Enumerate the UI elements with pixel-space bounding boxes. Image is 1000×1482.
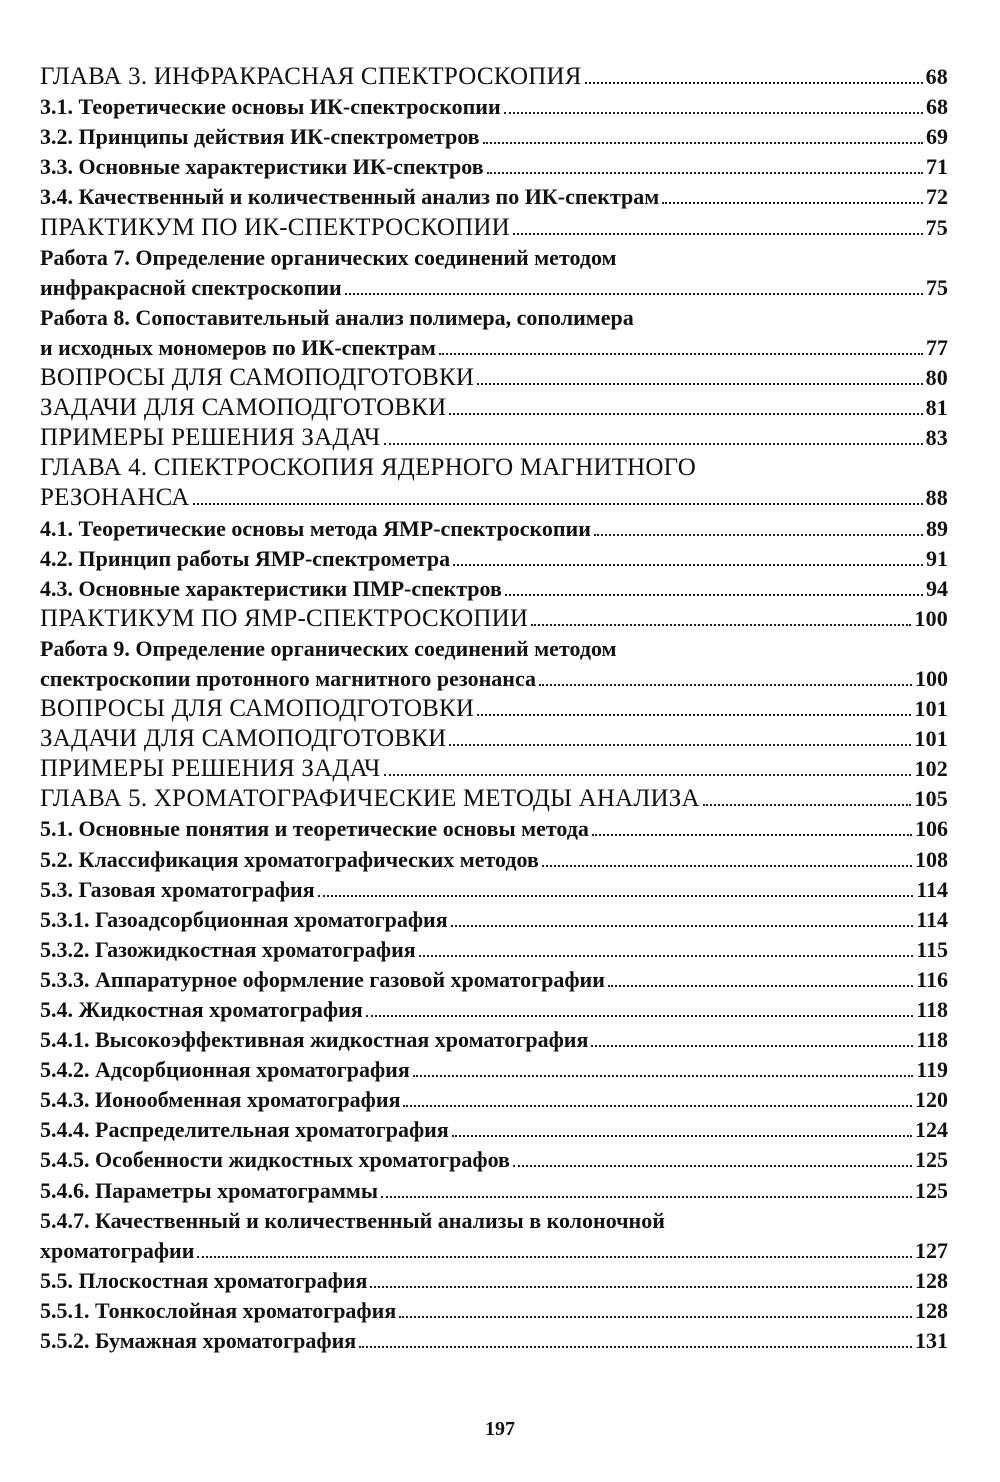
dot-leader [703,804,912,806]
toc-entry-page: 101 [914,726,948,752]
toc-entry [40,273,948,303]
toc-entry-title: и исходных мономеров по ИК-спектрам [40,334,436,360]
toc-entry-title: ГЛАВА 5. ХРОМАТОГРАФИЧЕСКИЕ МЕТОДЫ АНАЛИЗА [40,785,700,813]
dot-leader [381,1196,912,1198]
toc-entry-title: 5.4.3. Ионообменная хроматография [40,1087,401,1113]
toc-entry-page: 127 [915,1237,948,1263]
toc-entry-page: 105 [914,786,948,812]
toc-entry-title: ПРИМЕРЫ РЕШЕНИЯ ЗАДАЧ [40,424,381,452]
toc-entry-title: ЗАДАЧИ ДЛЯ САМОПОДГОТОВКИ [40,394,447,422]
dot-leader [193,503,923,505]
dot-leader [662,202,923,204]
toc-entry-page: 114 [916,876,948,902]
toc-entry-title: 5.3. Газовая хроматография [40,876,315,902]
toc-entry-title: 5.4. Жидкостная хроматография [40,997,363,1022]
toc-entry [40,1145,948,1175]
toc-entry-title: хроматографии [40,1237,195,1263]
toc-entry [40,152,948,182]
toc-entry [40,333,948,363]
dot-leader [419,955,914,957]
dot-leader [591,1045,913,1047]
toc-entry-title: 5.4.6. Параметры хроматограммы [40,1177,379,1203]
toc-entry-page: 124 [915,1117,948,1143]
toc-entry [40,513,948,543]
toc-entry-page: 125 [915,1177,948,1203]
dot-leader [345,293,923,295]
toc-entry-title: 3.1. Теоретические основы ИК-спектроскопии [40,94,501,120]
dot-leader [452,1135,912,1137]
toc-entry [40,393,948,423]
toc-entry [40,844,948,874]
dot-leader [594,534,923,536]
dot-leader [542,865,912,867]
toc-entry [40,1266,948,1296]
toc-entry [40,1236,948,1266]
dot-leader [531,624,911,626]
dot-leader [451,925,914,927]
toc-entry-title: ВОПРОСЫ ДЛЯ САМОПОДГОТОВКИ [40,695,475,723]
dot-leader [359,1346,912,1348]
toc-entry [40,363,948,393]
page-number: 197 [485,1418,515,1440]
toc-entry-title: 5.3.2. Газожидкостная хроматография [40,936,416,962]
toc-entry [40,1206,948,1236]
toc-entry [40,875,948,905]
toc-entry-title: ПРАКТИКУМ ПО ЯМР-СПЕКТРОСКОПИИ [40,604,529,632]
dot-leader [539,684,912,686]
toc-entry [40,1085,948,1115]
dot-leader [483,142,923,144]
toc-entry-page: 71 [926,154,948,180]
toc-entry [40,1175,948,1205]
toc-entry [40,122,948,152]
table-of-contents [40,62,948,1356]
dot-leader [399,1316,912,1318]
toc-entry-page: 75 [925,214,948,240]
dot-leader [592,834,912,836]
toc-entry-title: 5.4.5. Особенности жидкостных хроматографов [40,1147,510,1173]
toc-entry [40,243,948,273]
dot-leader [449,413,922,415]
toc-entry-title: 5.3.1. Газоадсорбционная хроматография [40,906,448,932]
toc-entry-title: 5.4.1. Высокоэффективная жидкостная хроматография [40,1027,589,1053]
dot-leader [513,1165,912,1167]
dot-leader [413,1075,913,1077]
toc-entry-page: 115 [916,936,948,962]
toc-entry-page: 75 [926,274,948,300]
toc-entry-title: 3.3. Основные характеристики ИК-спектров [40,154,484,180]
toc-entry [40,212,948,242]
toc-entry-page: 118 [916,1027,948,1053]
dot-leader [513,233,923,235]
toc-entry [40,1025,948,1055]
toc-entry-title: 4.2. Принцип работы ЯМР-спектрометра [40,545,451,571]
toc-entry-page: 108 [915,846,948,872]
toc-entry-page: 80 [925,365,948,391]
toc-entry-title: Работа 8. Сопоставительный анализ полимера, сополимера [40,304,634,330]
toc-entry [40,724,948,754]
toc-entry [40,303,948,333]
dot-leader [487,172,923,174]
toc-entry-page: 118 [916,997,948,1022]
toc-entry-title: ПРИМЕРЫ РЕШЕНИЯ ЗАДАЧ [40,755,381,783]
dot-leader [477,714,911,716]
toc-entry-page: 128 [915,1267,948,1293]
dot-leader [366,1015,913,1017]
toc-entry [40,604,948,634]
toc-entry [40,544,948,574]
toc-entry-title: 4.1. Теоретические основы метода ЯМР-спектроскопии [40,515,591,541]
toc-entry-page: 88 [925,485,948,511]
toc-entry-page: 101 [914,696,948,722]
toc-entry-page: 72 [926,184,948,210]
toc-entry [40,182,948,212]
toc-entry-title: 5.1. Основные понятия и теоретические основы метода [40,816,589,842]
toc-entry [40,784,948,814]
toc-entry [40,1115,948,1145]
toc-entry [40,995,948,1025]
toc-entry-page: 125 [915,1147,948,1173]
toc-entry-page: 89 [926,515,948,541]
toc-entry-page: 120 [915,1087,948,1113]
dot-leader [370,1286,912,1288]
toc-entry-page: 106 [915,816,948,842]
toc-entry-page: 81 [925,395,948,421]
toc-entry [40,905,948,935]
toc-entry-title: 5.5.2. Бумажная хроматография [40,1328,357,1354]
dot-leader [384,774,912,776]
toc-entry-title: инфракрасной спектроскопии [40,274,342,300]
toc-entry [40,1296,948,1326]
toc-entry [40,1055,948,1085]
toc-entry-title: спектроскопии протонного магнитного резонанса [40,665,536,691]
toc-entry-page: 77 [926,334,948,360]
toc-entry [40,694,948,724]
toc-entry-page: 68 [925,64,948,90]
toc-entry-title: 5.3.3. Аппаратурное оформление газовой хроматографии [40,966,605,992]
toc-entry-title: 5.4.2. Адсорбционная хроматография [40,1057,410,1083]
toc-entry-page: 83 [925,425,948,451]
toc-entry-page: 94 [926,575,948,601]
toc-entry-title: ПРАКТИКУМ ПО ИК-СПЕКТРОСКОПИИ [40,213,510,241]
toc-entry-page: 128 [915,1297,948,1323]
toc-entry-page: 100 [914,605,948,631]
toc-entry [40,574,948,604]
dot-leader [197,1256,912,1258]
toc-entry-page: 131 [915,1328,948,1354]
toc-entry-page: 119 [916,1057,948,1083]
dot-leader [453,564,923,566]
toc-entry-title: 4.3. Основные характеристики ПМР-спектров [40,575,502,601]
toc-entry-title: 5.5. Плоскостная хроматография [40,1267,368,1293]
toc-entry [40,634,948,664]
toc-entry [40,1326,948,1356]
toc-entry [40,483,948,513]
dot-leader [449,744,911,746]
toc-entry [40,965,948,995]
dot-leader [477,383,922,385]
dot-leader [505,594,923,596]
toc-entry [40,814,948,844]
toc-entry [40,92,948,122]
toc-entry [40,935,948,965]
toc-entry-title: РЕЗОНАНСА [40,484,190,512]
toc-entry-title: 5.5.1. Тонкослойная хроматография [40,1297,397,1323]
toc-entry-page: 91 [926,545,948,571]
dot-leader [384,443,923,445]
toc-entry-page: 100 [915,665,948,691]
toc-entry-title: Работа 9. Определение органических соединений методом [40,635,617,661]
toc-entry-title: 5.4.4. Распределительная хроматография [40,1117,449,1143]
toc-entry-title: 3.4. Качественный и количественный анализ по ИК-спектрам [40,184,660,210]
dot-leader [318,895,914,897]
toc-entry-page: 114 [916,906,948,932]
toc-entry [40,453,948,483]
toc-entry-page: 116 [916,966,948,992]
toc-entry-page: 102 [914,756,948,782]
toc-entry [40,62,948,92]
dot-leader [439,353,923,355]
dot-leader [504,112,923,114]
toc-entry-title: 3.2. Принципы действия ИК-спектрометров [40,124,480,150]
toc-entry-page: 68 [926,94,948,120]
toc-entry [40,754,948,784]
toc-entry-title: ГЛАВА 3. ИНФРАКРАСНАЯ СПЕКТРОСКОПИЯ [40,63,582,91]
dot-leader [608,985,913,987]
toc-entry-title: ЗАДАЧИ ДЛЯ САМОПОДГОТОВКИ [40,725,447,753]
toc-entry-page: 69 [926,124,948,150]
toc-entry [40,664,948,694]
toc-entry-title: 5.2. Классификация хроматографических методов [40,846,539,872]
dot-leader [403,1105,912,1107]
toc-entry-title: 5.4.7. Качественный и количественный анализы в колоночной [40,1207,665,1233]
toc-entry-title: ВОПРОСЫ ДЛЯ САМОПОДГОТОВКИ [40,364,475,392]
toc-entry [40,423,948,453]
toc-entry-title: ГЛАВА 4. СПЕКТРОСКОПИЯ ЯДЕРНОГО МАГНИТНОГО [40,454,696,482]
dot-leader [585,82,923,84]
toc-entry-title: Работа 7. Определение органических соединений методом [40,244,617,270]
